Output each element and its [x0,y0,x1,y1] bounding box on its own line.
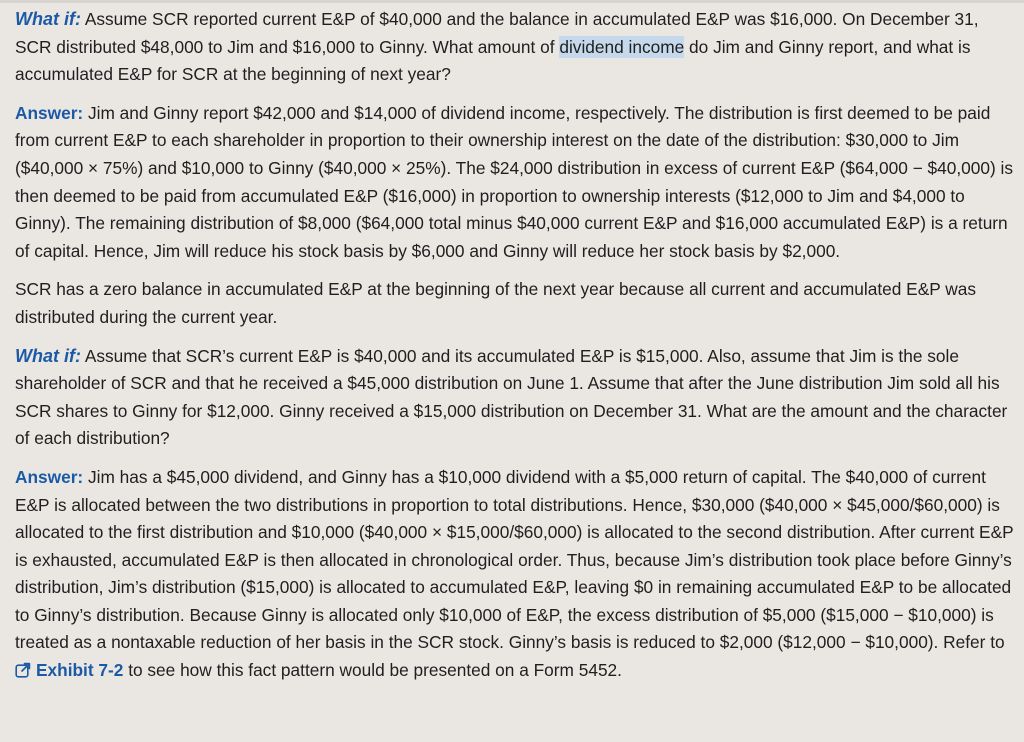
what-if-label: What if: [15,9,81,29]
top-divider [0,0,1024,3]
document-body [15,6,1019,696]
paragraph-text: Jim and Ginny report $42,000 and $14,000 of dividend income, respectively. The distribution is first deemed to be paid from current E&P to each shareholder in proportion to their ownership interest on the date of the distribution: $30,000 to Jim ($40,000 × 75%) and $10,000 to Ginny ($40,000 × 25%). The $24,000 distribution in excess of current E&P ($64,000 − $40,000) is then deemed to be paid from accumulated E&P ($16,000) in proportion to ownership interests ($12,000 to Jim and $4,000 to Ginny). The remaining distribution of $8,000 ($64,000 total minus $40,000 current E&P and $16,000 accumulated E&P) is a return of capital. Hence, Jim will reduce his stock basis by $6,000 and Ginny will reduce her stock basis by $2,000. [15,102,1014,261]
paragraph-text: Assume that SCR’s current E&P is $40,000 and its accumulated E&P is $15,000. Also, assume that Jim is the sole shareholder of SCR and that he received a $45,000 distribution on June 1. Assume that after the June distribution Jim sold all his SCR shares to Ginny for $12,000. Ginny received a $15,000 distribution on December 31. What are the amount and the character of each distribution? [15,345,1008,449]
highlighted-text[interactable]: dividend income [559,36,685,57]
answer-label: Answer: [15,102,84,123]
external-link-icon [15,662,31,678]
exhibit-link[interactable] [15,660,123,680]
paragraph-text: SCR has a zero balance in accumulated E&P at the beginning of the next year because all current and accumulated E&P was distributed during the current year. [15,279,976,327]
what-if-paragraph-2 [15,343,1019,453]
summary-paragraph [15,276,1019,331]
what-if-label: What if: [15,345,81,366]
paragraph-text: do Jim and Ginny report, and what is accumulated E&P for SCR at the beginning of next year? [15,36,971,85]
what-if-paragraph-1 [15,6,1019,89]
paragraph-text: to see how this fact pattern would be presented on a Form 5452. [123,660,622,681]
answer-paragraph-1 [15,100,1019,266]
paragraph-text: Assume SCR reported current E&P of $40,000 and the balance in accumulated E&P was $16,000. On December 31, SCR distributed $48,000 to Jim and $16,000 to Ginny. What amount of [15,9,979,57]
paragraph-text: Jim has a $45,000 dividend, and Ginny has a $10,000 dividend with a $5,000 return of capital. The $40,000 of current E&P is allocated between the two distributions in proportion to total distributions. Hence, $30,000 ($40,000 × $45,000/$60,000) is allocated to the first distribution and $10,000 ($40,000 × $15,000/$60,000) is allocated to the second distribution. After current E&P is exhausted, accumulated E&P is then allocated in chronological order. Thus, because Jim’s distribution took place before Ginny’s distribution, Jim’s distribution ($15,000) is allocated to accumulated E&P, leaving $0 in remaining accumulated E&P to be allocated to Ginny’s distribution. Because Ginny is allocated only $10,000 of E&P, the excess distribution of $5,000 ($15,000 − $10,000) is treated as a nontaxable reduction of her basis in the SCR stock. Ginny’s basis is reduced to $2,000 ($12,000 − $10,000). Refer to [15,466,1014,653]
answer-label: Answer: [15,466,84,487]
answer-paragraph-2 [15,464,1019,685]
exhibit-link-label: Exhibit 7-2 [36,660,124,681]
